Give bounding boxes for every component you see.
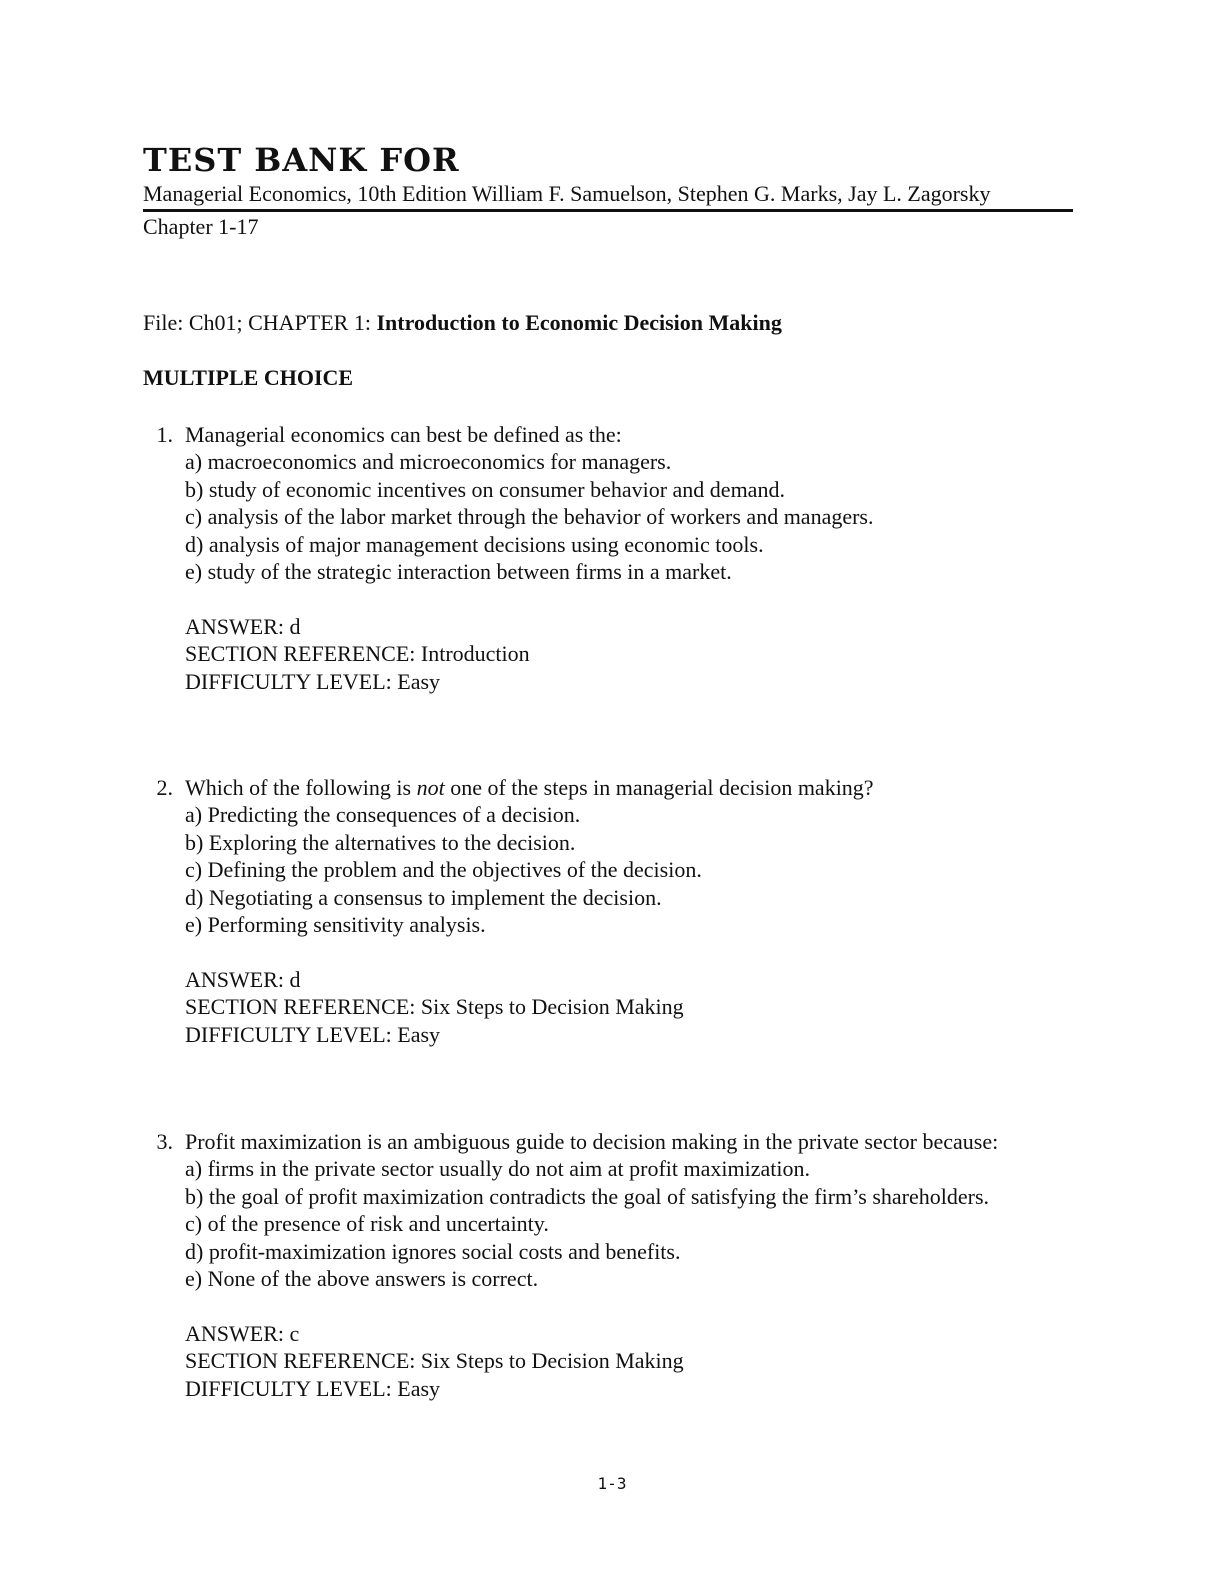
answer-option-a: a) Predicting the consequences of a decision.	[185, 802, 581, 828]
answer-option-d: d) Negotiating a consensus to implement the decision.	[185, 884, 662, 910]
page-number: 1-3	[597, 1474, 627, 1493]
question-2	[143, 774, 1083, 1048]
question-stem	[185, 774, 1083, 801]
question-stem: Profit maximization is an ambiguous guide to decision making in the private sector because:	[185, 1129, 999, 1154]
stem-text: Which of the following is	[185, 775, 417, 800]
chapter-range: Chapter 1-17	[143, 214, 259, 239]
answer-option-a: a) macroeconomics and microeconomics for managers.	[185, 449, 672, 475]
question-stem: Managerial economics can best be defined as the:	[185, 422, 622, 447]
question-number: 1.	[156, 422, 173, 447]
file-prefix: File: Ch01; CHAPTER 1:	[143, 310, 377, 335]
answer-option-d: d) analysis of major management decisions using economic tools.	[185, 531, 764, 557]
header-rule	[143, 209, 1073, 212]
question-number: 3.	[156, 1129, 173, 1154]
question-1	[143, 421, 1083, 695]
difficulty-level: DIFFICULTY LEVEL: Easy	[185, 1375, 441, 1401]
answer-option-c: c) Defining the problem and the objectives of the decision.	[185, 857, 702, 883]
stem-text: one of the steps in managerial decision making?	[444, 775, 874, 800]
answer-option-e: e) None of the above answers is correct.	[185, 1266, 539, 1292]
answer-option-a: a) firms in the private sector usually do not aim at profit maximization.	[185, 1156, 811, 1182]
section-heading: MULTIPLE CHOICE	[143, 365, 354, 390]
answer-option-d: d) profit-maximization ignores social costs and benefits.	[185, 1238, 681, 1264]
section-reference: SECTION REFERENCE: Six Steps to Decision Making	[185, 994, 684, 1020]
file-chapter-line	[143, 309, 782, 337]
document-title: TEST BANK FOR	[143, 141, 460, 179]
answer-key: ANSWER: d	[185, 966, 301, 992]
section-reference: SECTION REFERENCE: Six Steps to Decision Making	[185, 1348, 684, 1374]
answer-option-c: c) analysis of the labor market through the behavior of workers and managers.	[185, 504, 874, 530]
book-citation: Managerial Economics, 10th Edition William F. Samuelson, Stephen G. Marks, Jay L. Zagorsky	[143, 181, 991, 206]
answer-key: ANSWER: c	[185, 1320, 300, 1346]
difficulty-level: DIFFICULTY LEVEL: Easy	[185, 668, 441, 694]
section-reference: SECTION REFERENCE: Introduction	[185, 641, 530, 667]
chapter-title: Introduction to Economic Decision Making	[376, 310, 782, 335]
difficulty-level: DIFFICULTY LEVEL: Easy	[185, 1021, 441, 1047]
question-number: 2.	[156, 775, 173, 800]
question-3	[143, 1128, 1083, 1402]
answer-option-c: c) of the presence of risk and uncertainty.	[185, 1211, 549, 1237]
answer-option-b: b) the goal of profit maximization contradicts the goal of satisfying the firm’s shareholders.	[185, 1183, 990, 1209]
answer-option-b: b) Exploring the alternatives to the decision.	[185, 829, 576, 855]
answer-key: ANSWER: d	[185, 613, 301, 639]
answer-option-e: e) Performing sensitivity analysis.	[185, 912, 486, 938]
answer-option-b: b) study of economic incentives on consumer behavior and demand.	[185, 476, 785, 502]
answer-option-e: e) study of the strategic interaction between firms in a market.	[185, 559, 732, 585]
stem-emphasis: not	[416, 775, 445, 800]
